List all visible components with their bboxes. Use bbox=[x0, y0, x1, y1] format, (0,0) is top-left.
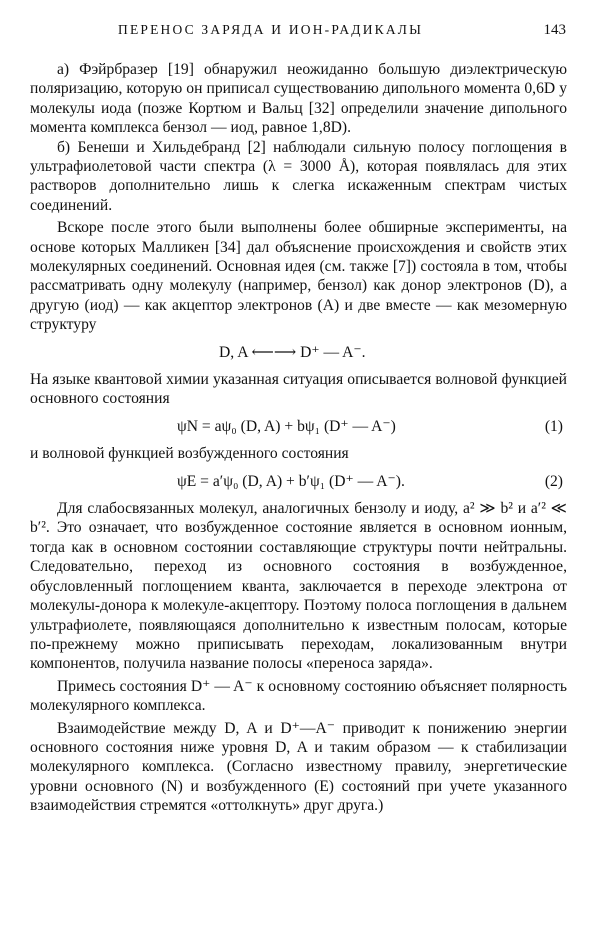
equation-expression: ψN = aψ₀ (D, A) + bψ₁ (D⁺ — A⁻) bbox=[177, 417, 396, 435]
paragraph-mulliken: Вскоре после этого были выполнены более обширные эксперименты, на основе которых Малликен [34] дал объяснение происхождения и свойств этих молекулярных соединений. Основная идея (см. также [7]) состояла в том, чтобы рассматривать одну молекулу (например, бензол) как донор электронов (D), а другую (иод) — как акцептор электронов (A) и две вместе — как мезомерную структуру bbox=[30, 219, 567, 334]
page-body bbox=[30, 60, 567, 816]
equation-number: (2) bbox=[544, 472, 563, 490]
paragraph-weak-bound: Для слабосвязанных молекул, аналогичных бензолу и иоду, a² ≫ b² и a′² ≪ b′². Это означает, что возбужденное состояние является в основном ионным, тогда как в основном состоянии составляющие структуры почти нейтральны. Следовательно, переход из основного состояния в возбужденное, обусловленный поглощением кванта, заключается в переходе электрона от молекулы-донора к молекуле-акцептору. Поэтому полоса поглощения в дальнем ультрафиолете, появляющаяся дополнительно к известным полосам, которые по-прежнему можно приписывать переходам, локализованным внутри компонентов, получила название полосы «переноса заряда». bbox=[30, 500, 567, 673]
equation-mesomeric bbox=[30, 343, 567, 362]
paragraph-interaction: Взаимодействие между D, A и D⁺—A⁻ приводит к понижению энергии основного состояния ниже уровня D, A и таким образом — к стабилизации молекулярного комплекса. (Согласно известному правилу, энергетические уровни основного (N) и возбужденного (E) состояний при учете указанного взаимодействия стремятся «оттолкнуть» друг друга.) bbox=[30, 719, 567, 815]
equation-expression: ψE = a′ψ₀ (D, A) + b′ψ₁ (D⁺ — A⁻). bbox=[177, 472, 405, 490]
equation-expression: D, A ⟵⟶ D⁺ — A⁻. bbox=[219, 343, 366, 361]
running-header bbox=[0, 22, 600, 42]
page-number: 143 bbox=[543, 22, 566, 38]
paragraph-admixture: Примесь состояния D⁺ — A⁻ к основному состоянию объясняет полярность молекулярного комплекса. bbox=[30, 677, 567, 715]
paragraph-a: а) Фэйрбразер [19] обнаружил неожиданно большую диэлектрическую поляризацию, которую он приписал существованию дипольного момента 0,6D у молекулы иода (позже Кортюм и Вальц [32] определили значение дипольного момента комплекса бензол — иод, равное 1,8D). bbox=[30, 61, 567, 137]
paragraph-quantum: На языке квантовой химии указанная ситуация описывается волновой функцией основного состояния bbox=[30, 371, 567, 408]
running-title: ПЕРЕНОС ЗАРЯДА И ИОН-РАДИКАЛЫ bbox=[118, 22, 424, 37]
equation-1 bbox=[30, 417, 567, 436]
equation-number: (1) bbox=[544, 417, 563, 435]
paragraph-excited: и волновой функцией возбужденного состояния bbox=[30, 445, 349, 463]
paragraph-b: б) Бенеши и Хильдебранд [2] наблюдали сильную полосу поглощения в ультрафиолетовой части спектра (λ = 3000 Å), которая появлялась для этих растворов дополнительно лишь к слегка искаженным спектрам чистых соединений. bbox=[30, 138, 567, 214]
equation-2 bbox=[30, 472, 567, 491]
